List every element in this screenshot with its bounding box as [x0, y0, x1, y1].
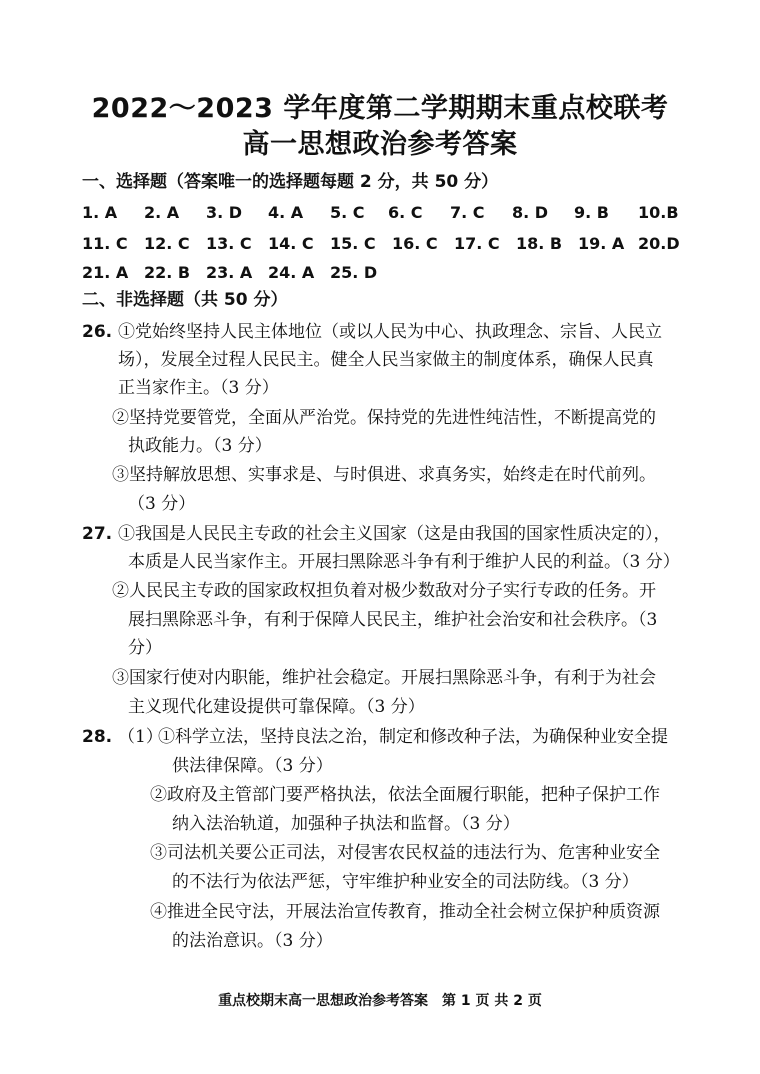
- answer-item: 7. C: [450, 203, 485, 222]
- answer-item: 19. A: [578, 234, 625, 253]
- q27-line: 主义现代化建设提供可靠保障。（3 分）: [128, 697, 425, 717]
- answer-item: 12. C: [144, 234, 190, 253]
- q27-line: 本质是人民当家作主。开展扫黑除恶斗争有利于维护人民的利益。（3 分）: [128, 552, 680, 572]
- answer-item: 15. C: [330, 234, 376, 253]
- q27-line: ②人民民主专政的国家政权担负着对极少数敌对分子实行专政的任务。开: [112, 581, 656, 601]
- answer-item: 1. A: [82, 203, 118, 222]
- answer-item: 4. A: [268, 203, 304, 222]
- answer-item: 24. A: [268, 263, 315, 282]
- answer-item: 23. A: [206, 263, 253, 282]
- q28-line: ③司法机关要公正司法，对侵害农民权益的违法行为、危害种业安全: [150, 843, 660, 863]
- answer-item: 16. C: [392, 234, 438, 253]
- section-2-heading: 二、非选择题（共 50 分）: [82, 290, 288, 310]
- question-number-28: 28.: [82, 727, 113, 747]
- answer-item: 2. A: [144, 203, 180, 222]
- answer-item: 8. D: [512, 203, 549, 222]
- answer-row-1: [82, 203, 682, 225]
- answer-item: 22. B: [144, 263, 191, 282]
- q28-line: ①科学立法，坚持良法之治，制定和修改种子法，为确保种业安全提: [158, 727, 668, 747]
- answer-item: 9. B: [574, 203, 609, 222]
- answer-row-3: [82, 263, 682, 285]
- question-number-26: 26.: [82, 322, 113, 342]
- answer-item: 13. C: [206, 234, 252, 253]
- q27-line: 分）: [128, 638, 162, 658]
- answer-item: 10.B: [638, 203, 679, 222]
- q28-line: ④推进全民守法，开展法治宣传教育，推动全社会树立保护种质资源: [150, 902, 660, 922]
- q28-line: 纳入法治轨道，加强种子执法和监督。（3 分）: [172, 814, 520, 834]
- q27-line: ③国家行使对内职能，维护社会稳定。开展扫黑除恶斗争，有利于为社会: [112, 668, 656, 688]
- answer-item: 5. C: [330, 203, 365, 222]
- section-1-heading: 一、选择题（答案唯一的选择题每题 2 分，共 50 分）: [82, 172, 499, 192]
- q28-line: ②政府及主管部门要严格执法，依法全面履行职能，把种子保护工作: [150, 785, 660, 805]
- q28-line: 供法律保障。（3 分）: [172, 756, 333, 776]
- answer-item: 21. A: [82, 263, 129, 282]
- answer-item: 11. C: [82, 234, 128, 253]
- q26-line: ②坚持党要管党，全面从严治党。保持党的先进性纯洁性，不断提高党的: [112, 408, 656, 428]
- answer-item: 14. C: [268, 234, 314, 253]
- q26-line: ①党始终坚持人民主体地位（或以人民为中心、执政理念、宗旨、人民立: [118, 322, 662, 342]
- page-footer: 重点校期末高一思想政治参考答案 第 1 页 共 2 页: [218, 993, 542, 1009]
- q26-line: （3 分）: [128, 494, 196, 514]
- answer-item: 3. D: [206, 203, 243, 222]
- q26-line: 场），发展全过程人民民主。健全人民当家做主的制度体系，确保人民真: [118, 350, 654, 370]
- answer-item: 20.D: [638, 234, 680, 253]
- question-number-27: 27.: [82, 524, 113, 544]
- q27-line: ①我国是人民民主专政的社会主义国家（这是由我国的国家性质决定的），: [118, 524, 671, 544]
- answer-item: 25. D: [330, 263, 378, 282]
- answer-item: 6. C: [388, 203, 423, 222]
- q28-line: 的不法行为依法严惩，守牢维护种业安全的司法防线。（3 分）: [172, 872, 639, 892]
- q26-line: 正当家作主。（3 分）: [118, 378, 279, 398]
- title-line-2: 高一思想政治参考答案: [242, 129, 518, 160]
- q26-line: ③坚持解放思想、实事求是、与时俱进、求真务实，始终走在时代前列。: [112, 465, 656, 485]
- answer-item: 18. B: [516, 234, 563, 253]
- answer-row-2: [82, 234, 682, 256]
- answer-item: 17. C: [454, 234, 500, 253]
- q27-line: 展扫黑除恶斗争，有利于保障人民民主，维护社会治安和社会秩序。（3: [128, 610, 658, 630]
- title-line-1: 2022～2023 学年度第二学期期末重点校联考: [91, 93, 669, 124]
- q28-part-label: （1）: [118, 727, 163, 747]
- q26-line: 执政能力。（3 分）: [128, 436, 272, 456]
- q28-line: 的法治意识。（3 分）: [172, 931, 333, 951]
